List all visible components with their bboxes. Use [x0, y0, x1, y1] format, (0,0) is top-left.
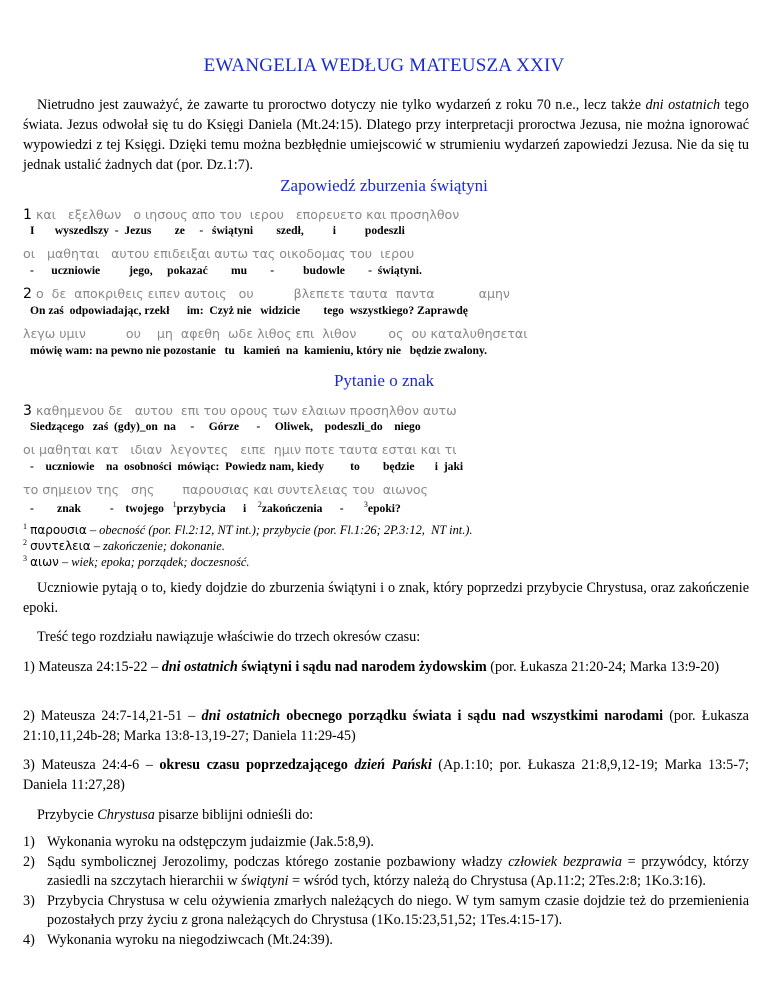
paragraph-periods: Treść tego rozdziału nawiązuje właściwie do trzech okresów czasu: [37, 629, 421, 645]
verse-3-greek-line-c: το σημειον της σης παρουσιας και συντελειας του αιωνος [23, 482, 428, 497]
verse-2-polish-line-b: mówię wam: na pewno nie pozostanie tu kamień na kamieniu, który nie będzie zwalony. [30, 344, 488, 357]
footnote-greek: αιων [30, 555, 59, 570]
verse-3-greek-line-b: οι μαθηται κατ ιδιαν λεγοντες ειπε ημιν ποτε ταυτα εσται και τι [23, 442, 457, 457]
verse-number: 2 [23, 286, 32, 302]
footnote-text: – obecność (por. Fl.2:12, NT int.); przybycie (por. Fl.1:26; 2P.3:12, NT int.). [86, 523, 473, 538]
footnote-number: 1 [23, 522, 27, 531]
period-italic: dni ostatnich [161, 659, 238, 675]
greek-text: και εξελθων ο ιησους απο του ιερου επορευετο και προσηλθον [35, 207, 460, 222]
footnote-number: 3 [23, 554, 27, 563]
list-item [23, 833, 749, 853]
verse-2-polish-line-a: On zaś odpowiadając, rzekł im: Czyż nie widzicie tego wszystkiego? Zaprawdę [30, 304, 468, 317]
period-1 [23, 657, 749, 677]
document-title: EWANGELIA WEDŁUG MATEUSZA XXIV [203, 55, 565, 76]
verse-2-greek-line-b: λεγω υμιν ου μη αφεθη ωδε λιθος επι λιθον ος ου καταλυθησεται [23, 326, 528, 341]
footnote-greek: συντελεια [30, 539, 91, 554]
period-text: 1) Mateusza 24:15-22 – [23, 659, 162, 675]
list-text: Wykonania wyroku na odstępczym judaizmie (Jak.5:8,9). [47, 834, 374, 850]
period-bold: okresu czasu poprzedzającego [159, 757, 355, 773]
verse-1-polish-line-a: I wyszedłszy - Jezus ze - świątyni szedł, i podeszli [30, 224, 405, 237]
period-italic: dni ostatnich [201, 708, 281, 724]
period-bold: świątyni i sądu nad narodem żydowskim [237, 659, 487, 675]
verse-3-polish-line-c [30, 500, 401, 515]
greek-text: καθημενου δε αυτου επι του ορους των ελαιων προσηλθον αυτω [35, 403, 457, 418]
paragraph-questions: Uczniowie pytają o to, kiedy dojdzie do zburzenia świątyni i o znak, który poprzedzi przybycie Chrystusa, oraz zakończenie epoki. [23, 580, 749, 616]
list-text: Wykonania wyroku na niegodziwcach (Mt.24:39). [47, 931, 333, 948]
list-number: 3) [23, 892, 35, 909]
list-text-part: Sądu symbolicznej Jerozolimy, podczas którego zostanie pozbawiony władzy [47, 853, 509, 870]
list-item [23, 853, 749, 892]
period-bold: obecnego porządku świata i sądu nad wszystkimi narodami [280, 708, 664, 724]
intro-italic: dni ostatnich [645, 97, 721, 113]
intro-text: Przybycie [37, 807, 98, 823]
period-3 [23, 755, 749, 795]
period-italic: dzień Pański [354, 757, 432, 773]
polish-text: zakończenia - [261, 501, 344, 515]
verse-2-greek-line-a [23, 286, 510, 302]
verse-number: 1 [23, 207, 32, 223]
list-text: Przybycia Chrystusa w celu ożywienia zmarłych należących do niego. W tym samym czasie dojdzie też do przemienienia pozostałych przy życiu z grona należących do Chrystusa (1Ko.15:23,51,52; 1Tes.4:15-17). [47, 892, 749, 928]
intro-paragraph: Nietrudno jest zauważyć, że zawarte tu proroctwo dotyczy nie tylko wydarzeń z roku 70 n.e., lecz także dni ostatnich tego świata. Jezus odwołał się tu do Księgi Daniela (Mt.24:15). Dlatego przy interpretacji proroctwa Jezusa, nie można ignorować wypowiedzi z tej Księgi. Dzięki temu można bezbłędnie umiejscowić w strumieniu wydarzeń zapowiedzi Jezusa. Nie da się tu jednak ustalić żadnych dat (por. Dz.1:7). [23, 97, 749, 173]
verse-number: 3 [23, 403, 32, 419]
list-number: 2) [23, 853, 35, 870]
footnote-text: – wiek; epoka; porządek; doczesność. [58, 555, 250, 570]
intro-text: pisarze biblijni odnieśli do: [154, 807, 314, 823]
footnote-ref[interactable]: 2 [257, 500, 262, 509]
polish-text: epoki? [367, 501, 401, 515]
period-text: (por. Łukasza 21:10,11,24b-28; Marka 13:8-13,19-27; Daniela 11:29-45) [23, 708, 749, 744]
greek-text: ο δε αποκριθεις ειπεν αυτοις ου βλεπετε ταυτα παντα αμην [35, 286, 510, 301]
footnote-text: – zakończenie; dokonanie. [90, 539, 225, 554]
intro-italic: Chrystusa [97, 807, 155, 823]
list-item [23, 892, 749, 931]
verse-3-polish-line-b: - uczniowie na osobności mówiąc: Powiedz nam, kiedy to będzie i jaki [30, 460, 464, 473]
period-text: 3) Mateusza 24:4-6 – [23, 757, 160, 773]
polish-text: przybycia i [176, 501, 247, 515]
coming-intro [23, 805, 749, 825]
period-text: (por. Łukasza 21:20-24; Marka 13:9-20) [486, 659, 720, 675]
list-text [47, 853, 749, 892]
list-number: 4) [23, 931, 35, 948]
list-item [23, 931, 749, 951]
period-2 [23, 706, 749, 746]
footnote-ref[interactable]: 3 [363, 500, 368, 509]
list-italic: świątyni [241, 873, 289, 889]
list-text-part: = wśród tych, którzy należą do Chrystusa (Ap.11:2; 2Tes.2:8; 1Ko.3:16). [288, 873, 706, 889]
footnote-3 [23, 554, 249, 570]
verse-1-greek-line-b: οι μαθηται αυτου επιδειξαι αυτω τας οικοδομας του ιερου [23, 246, 415, 261]
verse-3-greek-line-a [23, 403, 457, 419]
list-number: 1) [23, 834, 35, 850]
coming-list [23, 833, 749, 950]
section-heading-destruction: Zapowiedź zburzenia świątyni [280, 176, 488, 195]
verse-1-polish-line-b: - uczniowie jego, pokazać mu - budowle - świątyni. [30, 264, 422, 277]
polish-text: - znak - twojego [30, 501, 164, 515]
list-text-part: = przywódcy, którzy zasiedli na szczytach hierarchii w [47, 853, 749, 889]
footnote-ref[interactable]: 1 [172, 500, 177, 509]
verse-1-greek-line-a [23, 207, 459, 223]
footnote-greek: παρουσια [30, 523, 87, 538]
footnote-1 [23, 522, 473, 538]
section-heading-sign: Pytanie o znak [333, 371, 435, 390]
period-text: (Ap.1:10; por. Łukasza 21:8,9,12-19; Marka 13:5-7; Daniela 11:27,28) [23, 757, 749, 793]
footnote-2 [23, 538, 225, 554]
list-italic: człowiek bezprawia [508, 853, 622, 870]
verse-3-polish-line-a: Siedzącego zaś (gdy)_on na - Górze - Oliwek, podeszli_do niego [30, 420, 421, 433]
period-text: 2) Mateusza 24:7-14,21-51 – [23, 708, 202, 724]
footnote-number: 2 [23, 538, 27, 547]
